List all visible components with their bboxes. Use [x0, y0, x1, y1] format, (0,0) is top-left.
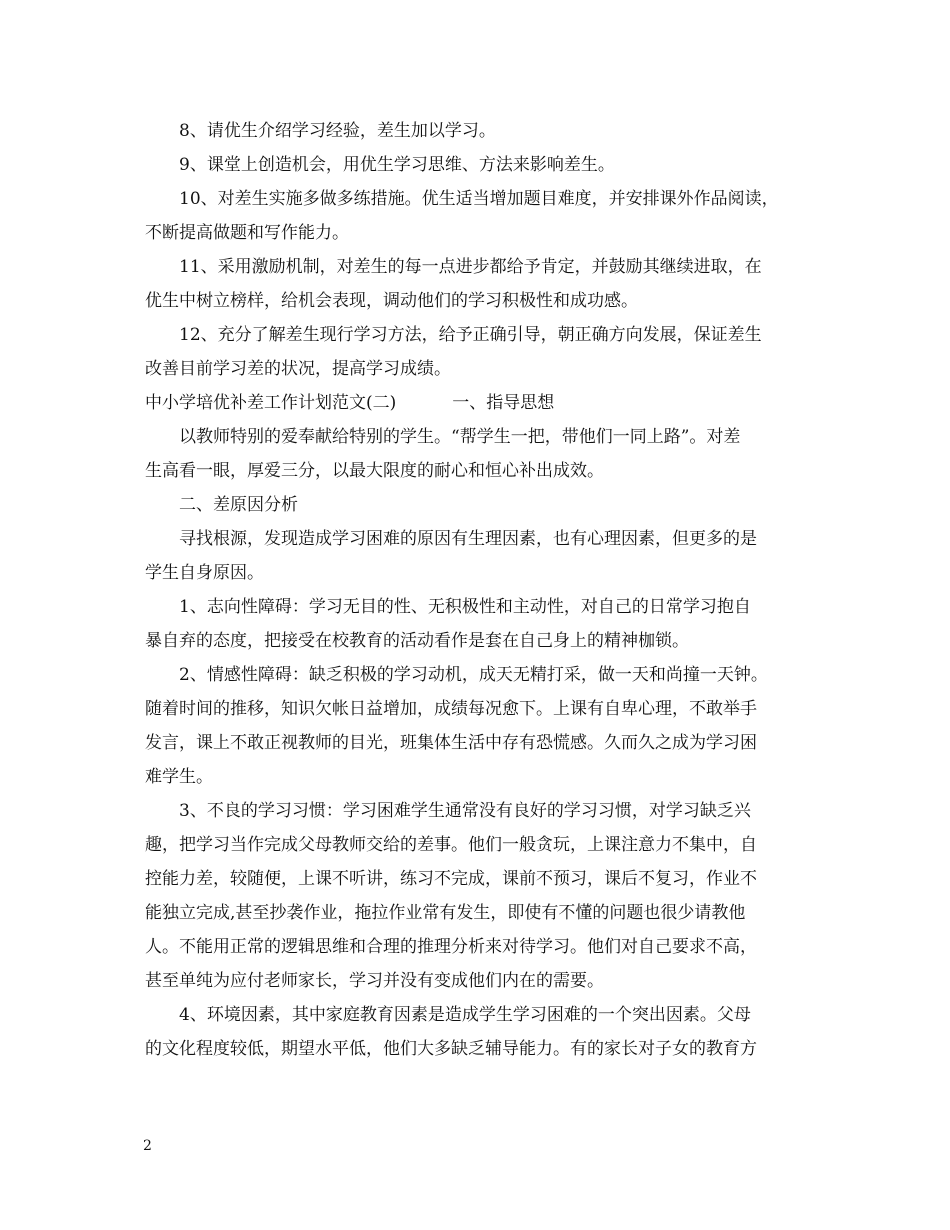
paragraph-line: 生高看一眼，厚爱三分，以最大限度的耐心和恒心补出成效。	[145, 461, 604, 481]
paragraph-line: 随着时间的推移，知识欠帐日益增加，成绩每况愈下。上课有自卑心理，不敢举手	[145, 699, 757, 719]
paragraph-line: 10、对差生实施多做多练措施。优生适当增加题目难度，并安排课外作品阅读，	[179, 189, 779, 209]
paragraph-line: 11、采用激励机制，对差生的每一点进步都给予肯定，并鼓励其继续进取，在	[179, 257, 762, 277]
document-body	[145, 114, 825, 1066]
paragraph-line: 2、情感性障碍：缺乏积极的学习动机，成天无精打采，做一天和尚撞一天钟。	[179, 665, 768, 685]
paragraph-line: 改善目前学习差的状况，提高学习成绩。	[145, 359, 451, 379]
paragraph-line: 发言，课上不敢正视教师的目光，班集体生活中存有恐慌感。久而久之成为学习困	[145, 733, 757, 753]
paragraph-line: 能独立完成,甚至抄袭作业，拖拉作业常有发生，即使有不懂的问题也很少请教他	[145, 903, 746, 923]
paragraph-line: 优生中树立榜样，给机会表现，调动他们的学习积极性和成功感。	[145, 291, 638, 311]
paragraph-line: 寻找根源，发现造成学习困难的原因有生理因素，也有心理因素，但更多的是	[179, 529, 757, 549]
section-heading: 一、指导思想	[452, 393, 555, 413]
page-number: 2	[143, 1138, 152, 1154]
paragraph-line: 的文化程度较低，期望水平低，他们大多缺乏辅导能力。有的家长对子女的教育方	[145, 1039, 757, 1059]
paragraph-line: 趣，把学习当作完成父母教师交给的差事。他们一般贪玩，上课注意力不集中，自	[145, 835, 757, 855]
paragraph-line: 控能力差，较随便，上课不听讲，练习不完成，课前不预习，课后不复习，作业不	[145, 869, 757, 889]
paragraph-line: 9、课堂上创造机会，用优生学习思维、方法来影响差生。	[179, 155, 615, 175]
paragraph-line: 8、请优生介绍学习经验，差生加以学习。	[179, 121, 496, 141]
paragraph-line: 3、不良的学习习惯：学习困难学生通常没有良好的学习习惯，对学习缺乏兴	[179, 801, 751, 821]
section-heading-line	[145, 386, 825, 420]
paragraph-line: 不断提高做题和写作能力。	[145, 223, 349, 243]
paragraph-line: 暴自弃的态度，把接受在校教育的活动看作是套在自己身上的精神枷锁。	[145, 631, 689, 651]
paragraph-line: 以教师特别的爱奉献给特别的学生。“帮学生一把，带他们一同上路”。对差	[179, 427, 741, 447]
paragraph-line: 难学生。	[145, 767, 213, 787]
paragraph-line: 4、环境因素，其中家庭教育因素是造成学生学习困难的一个突出因素。父母	[179, 1005, 751, 1025]
section-heading: 二、差原因分析	[179, 495, 298, 515]
paragraph-line: 1、志向性障碍：学习无目的性、无积极性和主动性，对自己的日常学习抱自	[179, 597, 751, 617]
paragraph-line: 人。不能用正常的逻辑思维和合理的推理分析来对待学习。他们对自己要求不高，	[145, 937, 757, 957]
paragraph-line: 12、充分了解差生现行学习方法，给予正确引导，朝正确方向发展，保证差生	[179, 325, 762, 345]
paragraph-line: 甚至单纯为应付老师家长，学习并没有变成他们内在的需要。	[145, 971, 604, 991]
paragraph-line: 学生自身原因。	[145, 563, 264, 583]
document-title: 中小学培优补差工作计划范文(二)	[145, 393, 397, 413]
